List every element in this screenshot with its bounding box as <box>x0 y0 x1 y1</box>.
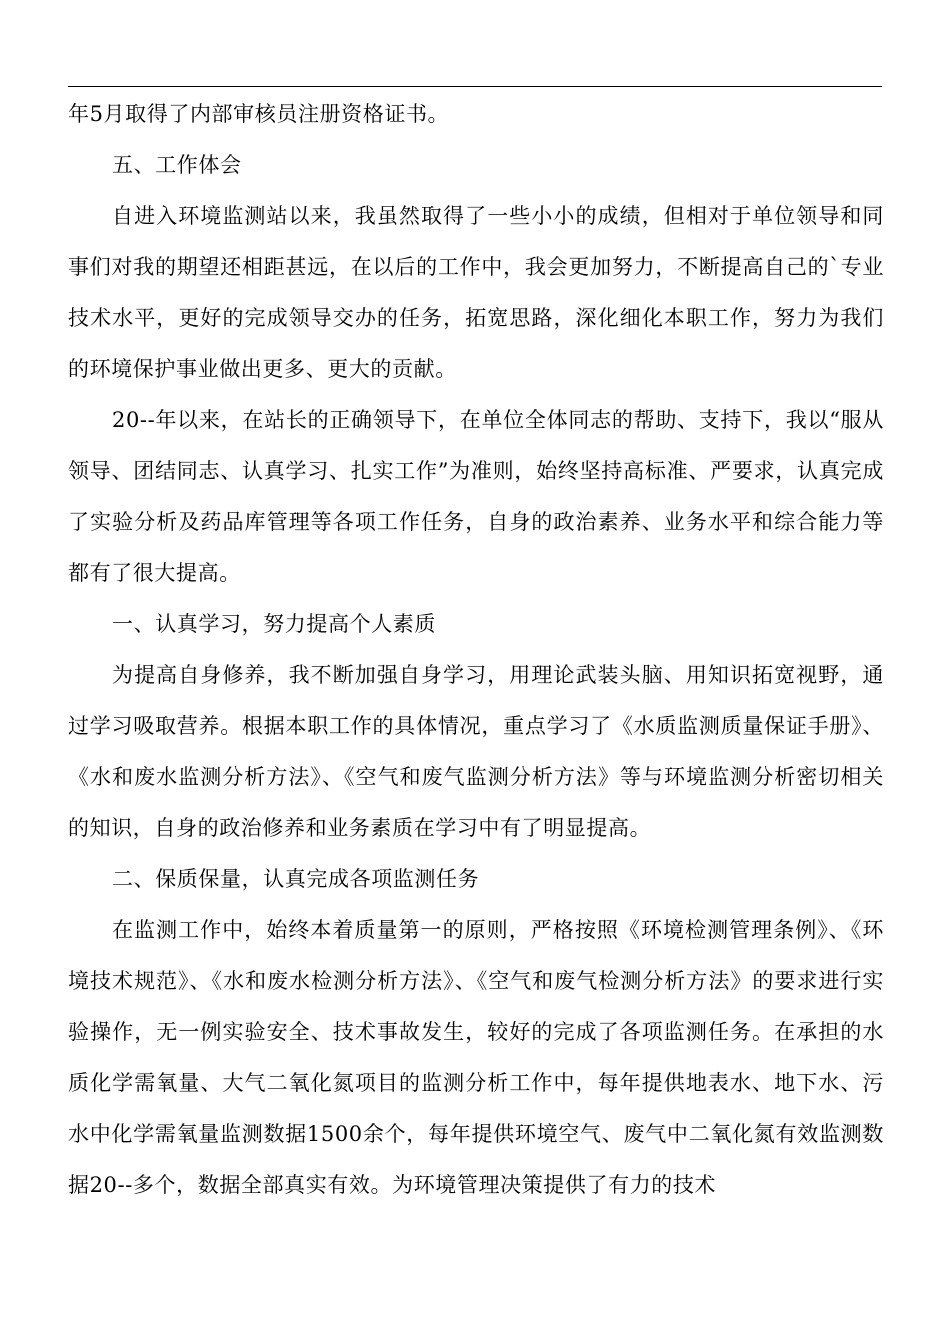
paragraph-monitoring-tasks: 在监测工作中，始终本着质量第一的原则，严格按照《环境检测管理条例》、《环境技术规范》、《水和废水检测分析方法》、《空气和废气检测分析方法》的要求进行实验操作，无一例实验安全、技术事故发生，较好的完成了各项监测任务。在承担的水质化学需氧量、大气二氧化氮项目的监测分析工作中，每年提供地表水、地下水、污水中化学需氧量监测数据1500余个，每年提供环境空气、废气中二氧化氮有效监测数据20--多个，数据全部真实有效。为环境管理决策提供了有力的技术 <box>68 918 884 1197</box>
document-body <box>68 89 884 1211</box>
paragraph-summary-intro: 20--年以来，在站长的正确领导下，在单位全体同志的帮助、支持下，我以“服从领导、团结同志、认真学习、扎实工作”为准则，始终坚持高标准、严要求，认真完成了实验分析及药品库管理等各项工作任务，自身的政治素养、业务水平和综合能力等都有了很大提高。 <box>68 408 884 585</box>
paragraph-certificate: 年5月取得了内部审核员注册资格证书。 <box>68 102 450 126</box>
paragraph-study: 为提高自身修养，我不断加强自身学习，用理论武装头脑、用知识拓宽视野，通过学习吸取营养。根据本职工作的具体情况，重点学习了《水质监测质量保证手册》、《水和废水监测分析方法》、《空气和废气监测分析方法》等与环境监测分析密切相关的知识，自身的政治修养和业务素质在学习中有了明显提高。 <box>68 663 884 840</box>
header-rule <box>68 86 882 87</box>
paragraph-work-experience: 自进入环境监测站以来，我虽然取得了一些小小的成绩，但相对于单位领导和同事们对我的期望还相距甚远，在以后的工作中，我会更加努力，不断提高自己的`专业技术水平，更好的完成领导交办的任务，拓宽思路，深化细化本职工作，努力为我们的环境保护事业做出更多、更大的贡献。 <box>68 204 884 381</box>
heading-study: 一、认真学习，努力提高个人素质 <box>112 612 436 636</box>
heading-work-experience: 五、工作体会 <box>112 153 242 177</box>
heading-monitoring-tasks: 二、保质保量，认真完成各项监测任务 <box>112 867 480 891</box>
